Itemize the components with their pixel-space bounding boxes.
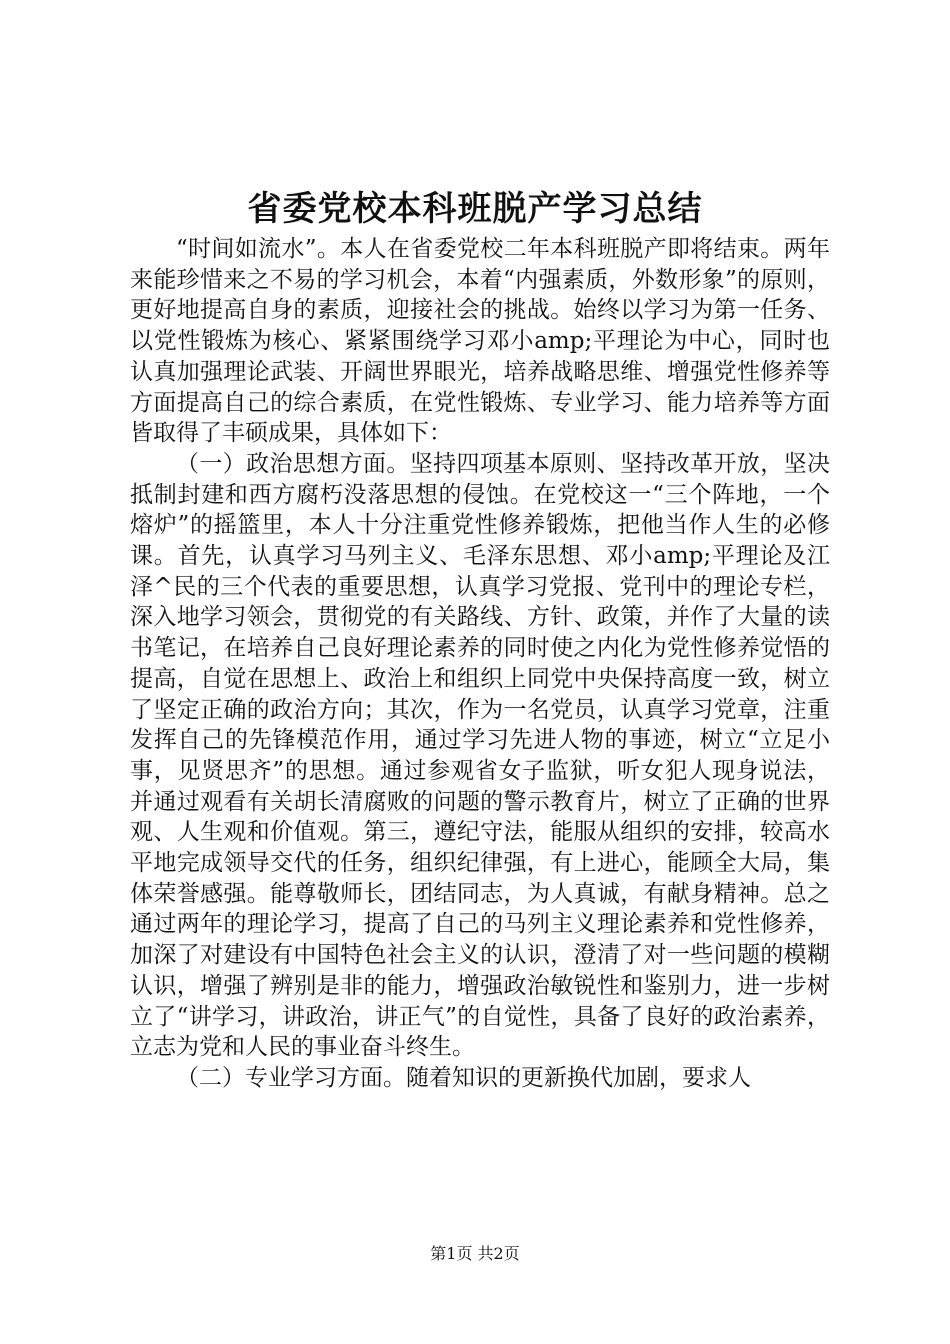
document-body: [130, 234, 830, 1094]
document-title: 省委党校本科班脱产学习总结: [247, 189, 703, 229]
paragraph-intro: “时间如流水”。本人在省委党校二年本科班脱产即将结束。两年来能珍惜来之不易的学习机会，本着“内强素质，外数形象”的原则，更好地提高自身的素质，迎接社会的挑战。始终以学习为第一任务、以党性锻炼为核心、紧紧围绕学习邓小amp;平理论为中心，同时也认真加强理论武装、开阔世界眼光，培养战略思维、增强党性修养等方面提高自己的综合素质，在党性锻炼、专业学习、能力培养等方面皆取得了丰硕成果，具体如下：: [130, 236, 830, 447]
paragraph-professional-study: （二）专业学习方面。随着知识的更新换代加剧，要求人: [176, 1064, 751, 1091]
paragraph-political-thought: （一）政治思想方面。坚持四项基本原则、坚持改革开放，坚决抵制封建和西方腐朽没落思想的侵蚀。在党校这一“三个阵地，一个熔炉”的摇篮里，本人十分注重党性修养锻炼，把他当作人生的必修课。首先，认真学习马列主义、毛泽东思想、邓小amp;平理论及江泽^民的三个代表的重要思想，认真学习党报、党刊中的理论专栏，深入地学习领会，贯彻党的有关路线、方针、政策，并作了大量的读书笔记，在培养自己良好理论素养的同时使之内化为党性修养觉悟的提高，自觉在思想上、政治上和组织上同党中央保持高度一致，树立了坚定正确的政治方向；其次，作为一名党员，认真学习党章，注重发挥自己的先锋模范作用，通过学习先进人物的事迹，树立“立足小事，见贤思齐”的思想。通过参观省女子监狱，听女犯人现身说法，并通过观看有关胡长清腐败的问题的警示教育片，树立了正确的世界观、人生观和价值观。第三，遵纪守法，能服从组织的安排，较高水平地完成领导交代的任务，组织纪律强，有上进心，能顾全大局，集体荣誉感强。能尊敬师长，团结同志，为人真诚，有献身精神。总之通过两年的理论学习，提高了自己的马列主义理论素养和党性修养，加深了对建设有中国特色社会主义的认识，澄清了对一些问题的模糊认识，增强了辨别是非的能力，增强政治敏锐性和鉴别力，进一步树立了“讲学习，讲政治，讲正气”的自觉性，具备了良好的政治素养，立志为党和人民的事业奋斗终生。: [130, 450, 830, 1061]
page-number-footer: 第1页 共2页: [430, 1244, 520, 1263]
